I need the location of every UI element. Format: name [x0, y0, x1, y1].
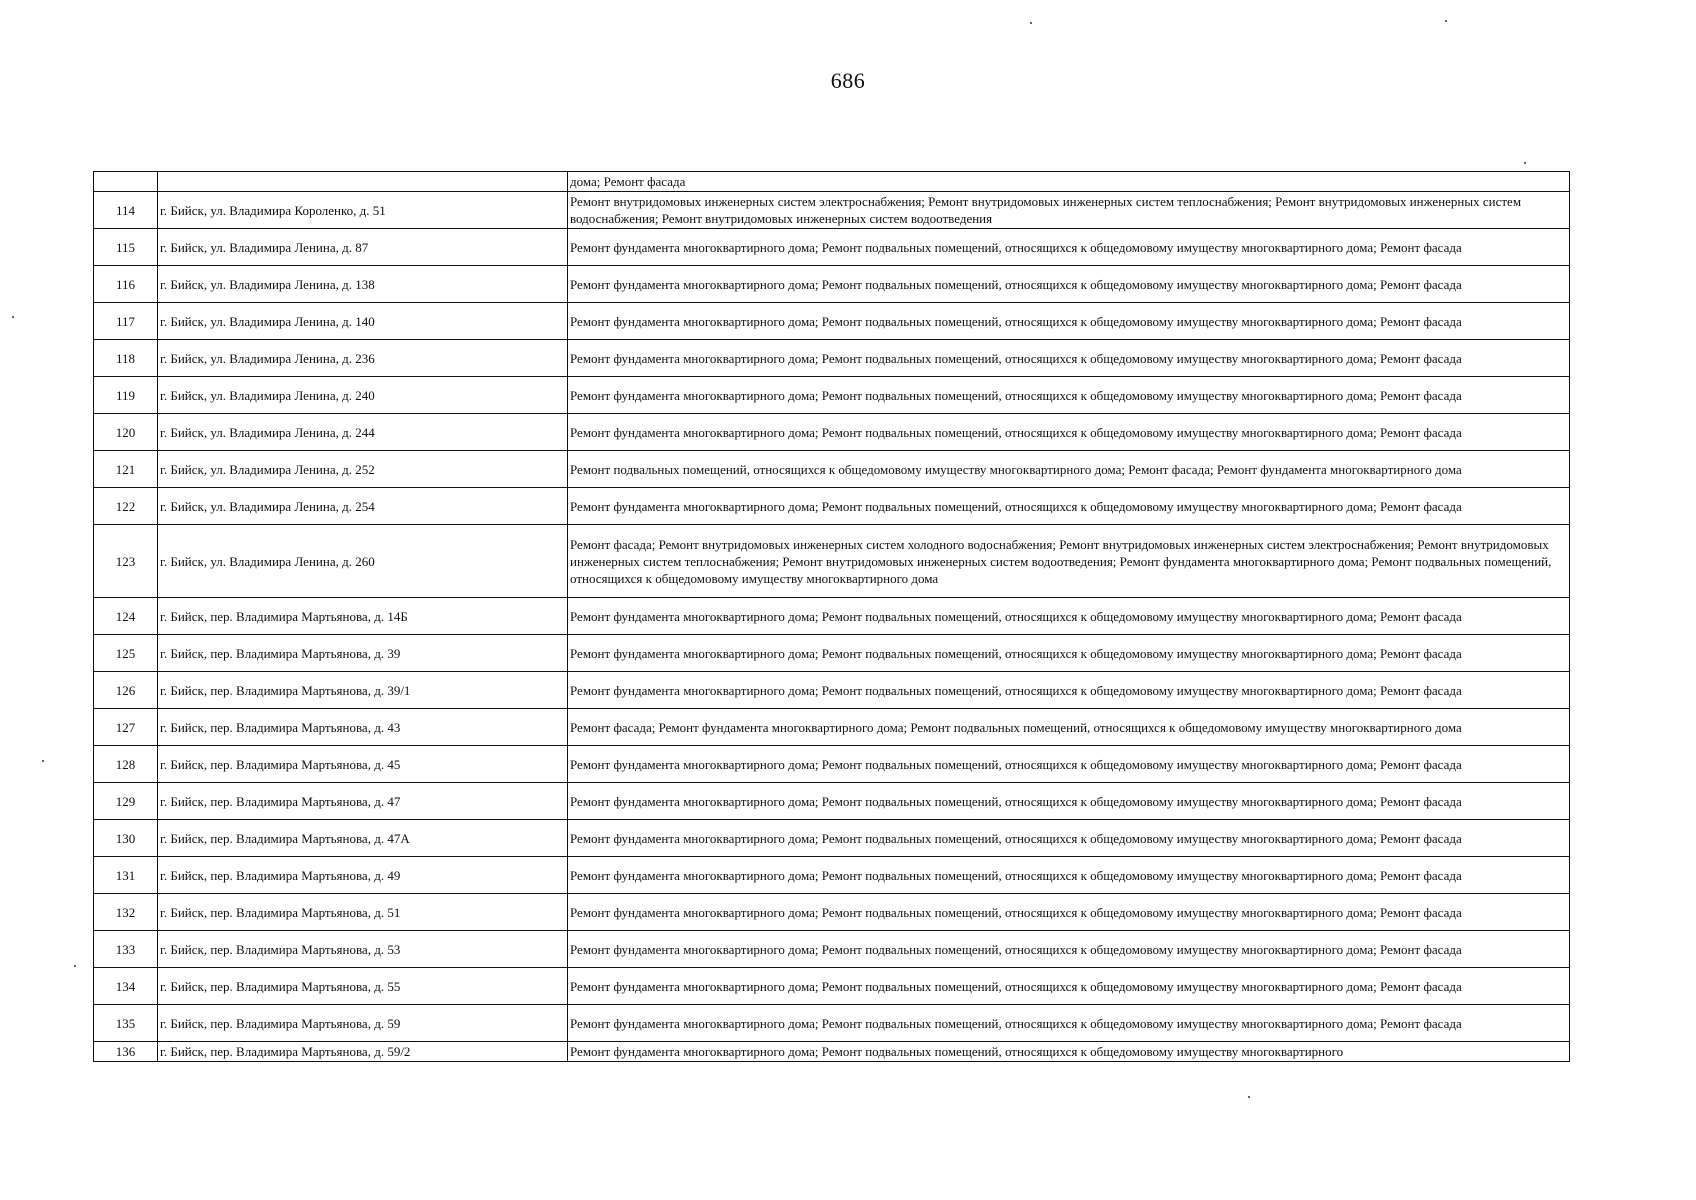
works-cell: Ремонт подвальных помещений, относящихся к общедомовому имуществу многоквартирного дома; Ремонт фасада; Ремонт фундамента многоквартирного дома — [568, 451, 1570, 488]
works-cell: Ремонт фундамента многоквартирного дома; Ремонт подвальных помещений, относящихся к общедомовому имуществу многоквартирного дома; Ремонт фасада — [568, 377, 1570, 414]
scan-speck — [1445, 20, 1447, 22]
page-number: 686 — [830, 68, 866, 93]
scan-speck — [42, 760, 44, 762]
scan-speck — [1030, 22, 1032, 24]
row-number-cell: 132 — [94, 894, 158, 931]
table-row — [94, 783, 1570, 820]
row-number-cell — [94, 172, 158, 192]
row-number-cell: 131 — [94, 857, 158, 894]
row-number-cell: 126 — [94, 672, 158, 709]
address-cell: г. Бийск, пер. Владимира Мартьянова, д. 39/1 — [158, 672, 568, 709]
address-cell: г. Бийск, пер. Владимира Мартьянова, д. 39 — [158, 635, 568, 672]
row-number-cell: 124 — [94, 598, 158, 635]
works-cell: Ремонт фундамента многоквартирного дома; Ремонт подвальных помещений, относящихся к общедомовому имуществу многоквартирного дома; Ремонт фасада — [568, 894, 1570, 931]
works-cell: Ремонт внутридомовых инженерных систем электроснабжения; Ремонт внутридомовых инженерных систем теплоснабжения; Ремонт внутридомовых инженерных систем водоснабжения; Ремонт внутридомовых инженерных систем водоотведения — [568, 192, 1570, 229]
works-cell: Ремонт фундамента многоквартирного дома; Ремонт подвальных помещений, относящихся к общедомовому имуществу многоквартирного дома; Ремонт фасада — [568, 672, 1570, 709]
row-number-cell: 123 — [94, 525, 158, 598]
row-number-cell: 130 — [94, 820, 158, 857]
row-number-cell: 116 — [94, 266, 158, 303]
row-number-cell: 119 — [94, 377, 158, 414]
address-cell: г. Бийск, пер. Владимира Мартьянова, д. 45 — [158, 746, 568, 783]
row-number-cell: 122 — [94, 488, 158, 525]
row-number-cell: 129 — [94, 783, 158, 820]
address-cell: г. Бийск, пер. Владимира Мартьянова, д. 14Б — [158, 598, 568, 635]
table-row — [94, 377, 1570, 414]
address-cell — [158, 172, 568, 192]
works-cell: Ремонт фундамента многоквартирного дома; Ремонт подвальных помещений, относящихся к общедомовому имуществу многоквартирного дома; Ремонт фасада — [568, 931, 1570, 968]
address-cell: г. Бийск, ул. Владимира Ленина, д. 252 — [158, 451, 568, 488]
address-cell: г. Бийск, ул. Владимира Ленина, д. 254 — [158, 488, 568, 525]
row-number-cell: 136 — [94, 1042, 158, 1062]
works-cell: Ремонт фундамента многоквартирного дома; Ремонт подвальных помещений, относящихся к общедомовому имуществу многоквартирного дома; Ремонт фасада — [568, 783, 1570, 820]
table-row — [94, 340, 1570, 377]
table-row — [94, 488, 1570, 525]
works-cell: Ремонт фундамента многоквартирного дома; Ремонт подвальных помещений, относящихся к общедомовому имуществу многоквартирного дома; Ремонт фасада — [568, 968, 1570, 1005]
works-cell: Ремонт фундамента многоквартирного дома; Ремонт подвальных помещений, относящихся к общедомовому имуществу многоквартирного дома; Ремонт фасада — [568, 1005, 1570, 1042]
row-number-cell: 125 — [94, 635, 158, 672]
table-row — [94, 857, 1570, 894]
table-row — [94, 172, 1570, 192]
address-cell: г. Бийск, пер. Владимира Мартьянова, д. 59/2 — [158, 1042, 568, 1062]
row-number-cell: 120 — [94, 414, 158, 451]
table-row — [94, 1042, 1570, 1062]
row-number-cell: 114 — [94, 192, 158, 229]
works-cell: дома; Ремонт фасада — [568, 172, 1570, 192]
works-cell: Ремонт фундамента многоквартирного дома; Ремонт подвальных помещений, относящихся к общедомовому имуществу многоквартирного дома; Ремонт фасада — [568, 266, 1570, 303]
table-row — [94, 525, 1570, 598]
works-cell: Ремонт фундамента многоквартирного дома; Ремонт подвальных помещений, относящихся к общедомовому имуществу многоквартирного дома; Ремонт фасада — [568, 340, 1570, 377]
table-row — [94, 968, 1570, 1005]
table-row — [94, 229, 1570, 266]
works-cell: Ремонт фундамента многоквартирного дома; Ремонт подвальных помещений, относящихся к общедомовому имуществу многоквартирного дома; Ремонт фасада — [568, 488, 1570, 525]
address-cell: г. Бийск, пер. Владимира Мартьянова, д. 49 — [158, 857, 568, 894]
address-cell: г. Бийск, ул. Владимира Ленина, д. 260 — [158, 525, 568, 598]
scan-speck — [1248, 1096, 1250, 1098]
table-row — [94, 746, 1570, 783]
works-cell: Ремонт фундамента многоквартирного дома; Ремонт подвальных помещений, относящихся к общедомовому имуществу многоквартирного — [568, 1042, 1570, 1062]
row-number-cell: 115 — [94, 229, 158, 266]
address-cell: г. Бийск, пер. Владимира Мартьянова, д. 43 — [158, 709, 568, 746]
row-number-cell: 117 — [94, 303, 158, 340]
row-number-cell: 133 — [94, 931, 158, 968]
table-row — [94, 672, 1570, 709]
row-number-cell: 118 — [94, 340, 158, 377]
table-body — [94, 172, 1570, 1062]
row-number-cell: 127 — [94, 709, 158, 746]
scan-speck — [1524, 162, 1526, 164]
table-row — [94, 192, 1570, 229]
works-cell: Ремонт фасада; Ремонт внутридомовых инженерных систем холодного водоснабжения; Ремонт внутридомовых инженерных систем электроснабжения; Ремонт внутридомовых инженерных систем теплоснабжения; Ремонт внутридомовых инженерных систем водоотведения; Ремонт фундамента многоквартирного дома; Ремонт подвальных помещений, относящихся к общедомовому имуществу многоквартирного дома — [568, 525, 1570, 598]
table-row — [94, 1005, 1570, 1042]
works-cell: Ремонт фундамента многоквартирного дома; Ремонт подвальных помещений, относящихся к общедомовому имуществу многоквартирного дома; Ремонт фасада — [568, 229, 1570, 266]
works-cell: Ремонт фундамента многоквартирного дома; Ремонт подвальных помещений, относящихся к общедомовому имуществу многоквартирного дома; Ремонт фасада — [568, 746, 1570, 783]
row-number-cell: 135 — [94, 1005, 158, 1042]
works-cell: Ремонт фундамента многоквартирного дома; Ремонт подвальных помещений, относящихся к общедомовому имуществу многоквартирного дома; Ремонт фасада — [568, 303, 1570, 340]
table-row — [94, 414, 1570, 451]
works-cell: Ремонт фасада; Ремонт фундамента многоквартирного дома; Ремонт подвальных помещений, относящихся к общедомовому имуществу многоквартирного дома — [568, 709, 1570, 746]
address-cell: г. Бийск, ул. Владимира Ленина, д. 87 — [158, 229, 568, 266]
address-cell: г. Бийск, пер. Владимира Мартьянова, д. 47 — [158, 783, 568, 820]
table-row — [94, 709, 1570, 746]
address-cell: г. Бийск, ул. Владимира Ленина, д. 244 — [158, 414, 568, 451]
works-cell: Ремонт фундамента многоквартирного дома; Ремонт подвальных помещений, относящихся к общедомовому имуществу многоквартирного дома; Ремонт фасада — [568, 414, 1570, 451]
repair-works-table — [93, 171, 1570, 1062]
table-row — [94, 894, 1570, 931]
address-cell: г. Бийск, ул. Владимира Ленина, д. 138 — [158, 266, 568, 303]
address-cell: г. Бийск, ул. Владимира Короленко, д. 51 — [158, 192, 568, 229]
row-number-cell: 121 — [94, 451, 158, 488]
table-row — [94, 635, 1570, 672]
table-row — [94, 451, 1570, 488]
table-row — [94, 266, 1570, 303]
address-cell: г. Бийск, пер. Владимира Мартьянова, д. 53 — [158, 931, 568, 968]
table-row — [94, 598, 1570, 635]
row-number-cell: 128 — [94, 746, 158, 783]
table-row — [94, 303, 1570, 340]
table-row — [94, 820, 1570, 857]
address-cell: г. Бийск, ул. Владимира Ленина, д. 140 — [158, 303, 568, 340]
address-cell: г. Бийск, пер. Владимира Мартьянова, д. 51 — [158, 894, 568, 931]
address-cell: г. Бийск, пер. Владимира Мартьянова, д. 59 — [158, 1005, 568, 1042]
works-cell: Ремонт фундамента многоквартирного дома; Ремонт подвальных помещений, относящихся к общедомовому имуществу многоквартирного дома; Ремонт фасада — [568, 820, 1570, 857]
works-cell: Ремонт фундамента многоквартирного дома; Ремонт подвальных помещений, относящихся к общедомовому имуществу многоквартирного дома; Ремонт фасада — [568, 857, 1570, 894]
works-cell: Ремонт фундамента многоквартирного дома; Ремонт подвальных помещений, относящихся к общедомовому имуществу многоквартирного дома; Ремонт фасада — [568, 635, 1570, 672]
table-row — [94, 931, 1570, 968]
row-number-cell: 134 — [94, 968, 158, 1005]
scan-speck — [12, 316, 14, 318]
address-cell: г. Бийск, пер. Владимира Мартьянова, д. 47А — [158, 820, 568, 857]
works-cell: Ремонт фундамента многоквартирного дома; Ремонт подвальных помещений, относящихся к общедомовому имуществу многоквартирного дома; Ремонт фасада — [568, 598, 1570, 635]
scan-speck — [74, 965, 76, 967]
address-cell: г. Бийск, ул. Владимира Ленина, д. 240 — [158, 377, 568, 414]
address-cell: г. Бийск, пер. Владимира Мартьянова, д. 55 — [158, 968, 568, 1005]
address-cell: г. Бийск, ул. Владимира Ленина, д. 236 — [158, 340, 568, 377]
